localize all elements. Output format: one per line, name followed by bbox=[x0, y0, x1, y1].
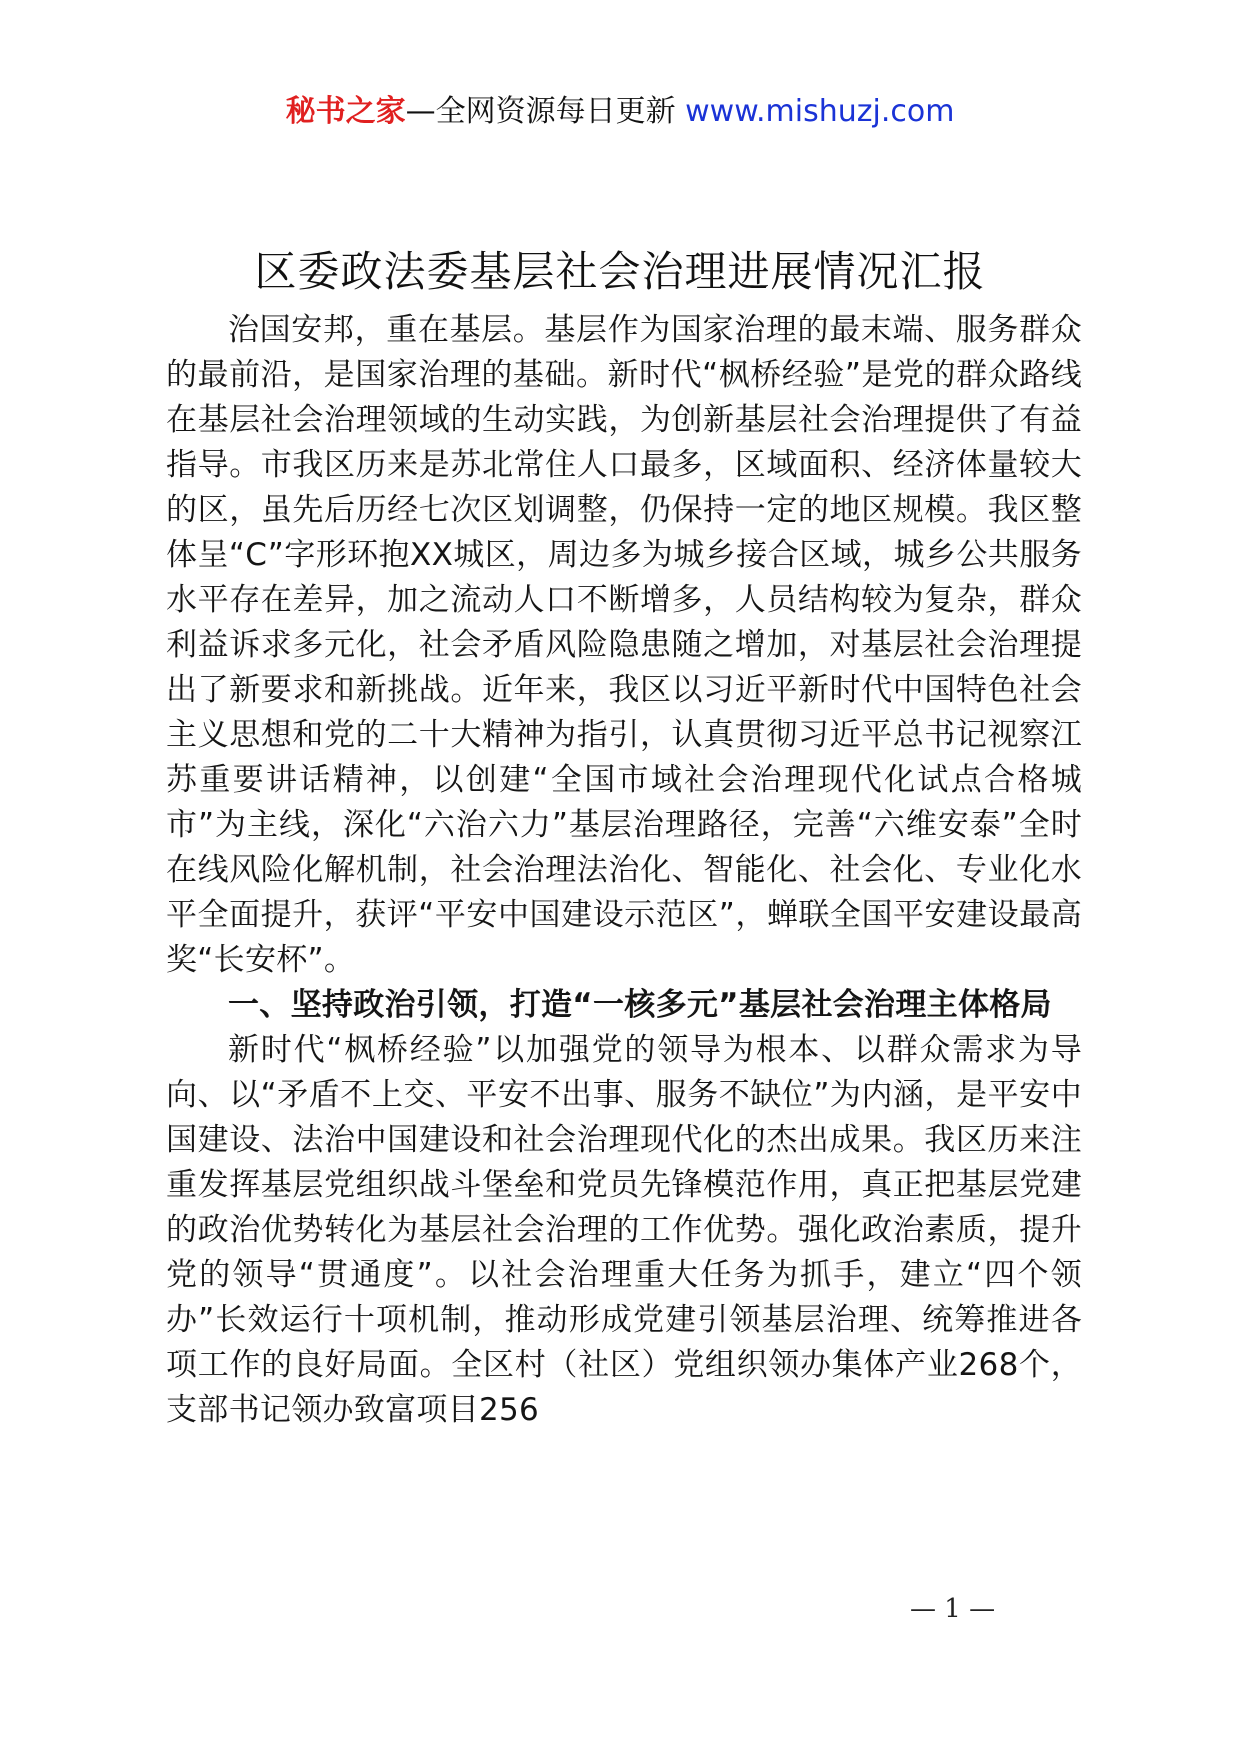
document-title: 区委政法委基层社会治理进展情况汇报 bbox=[254, 247, 986, 296]
page-number: — 1 — bbox=[910, 1594, 996, 1624]
site-header bbox=[0, 92, 1240, 132]
header-slogan: —全网资源每日更新 bbox=[405, 94, 676, 129]
document-body bbox=[166, 308, 1082, 1433]
intro-paragraph: 治国安邦，重在基层。基层作为国家治理的最末端、服务群众的最前沿，是国家治理的基础。新时代“枫桥经验”是党的群众路线在基层社会治理领域的生动实践，为创新基层社会治理提供了有益指导。市我区历来是苏北常住人口最多，区域面积、经济体量较大的区，虽先后历经七次区划调整，仍保持一定的地区规模。我区整体呈“C”字形环抱XX城区，周边多为城乡接合区域，城乡公共服务水平存在差异，加之流动人口不断增多，人员结构较为复杂，群众利益诉求多元化，社会矛盾风险隐患随之增加，对基层社会治理提出了新要求和新挑战。近年来，我区以习近平新时代中国特色社会主义思想和党的二十大精神为指引，认真贯彻习近平总书记视察江苏重要讲话精神，以创建“全国市域社会治理现代化试点合格城市”为主线，深化“六治六力”基层治理路径，完善“六维安泰”全时在线风险化解机制，社会治理法治化、智能化、社会化、专业化水平全面提升，获评“平安中国建设示范区”，蝉联全国平安建设最高奖“长安杯”。 bbox=[166, 312, 1082, 978]
section-1-paragraph: 新时代“枫桥经验”以加强党的领导为根本、以群众需求为导向、以“矛盾不上交、平安不出事、服务不缺位”为内涵，是平安中国建设、法治中国建设和社会治理现代化的杰出成果。我区历来注重发挥基层党组织战斗堡垒和党员先锋模范作用，真正把基层党建的政治优势转化为基层社会治理的工作优势。强化政治素质，提升党的领导“贯通度”。以社会治理重大任务为抓手，建立“四个领办”长效运行十项机制，推动形成党建引领基层治理、统筹推进各项工作的良好局面。全区村（社区）党组织领办集体产业268个，支部书记领办致富项目256 bbox=[166, 1032, 1082, 1428]
section-heading-1: 一、坚持政治引领，打造“一核多元”基层社会治理主体格局 bbox=[228, 987, 1052, 1023]
site-url-link[interactable]: www.mishuzj.com bbox=[685, 94, 955, 129]
brand-name: 秘书之家 bbox=[285, 94, 406, 129]
